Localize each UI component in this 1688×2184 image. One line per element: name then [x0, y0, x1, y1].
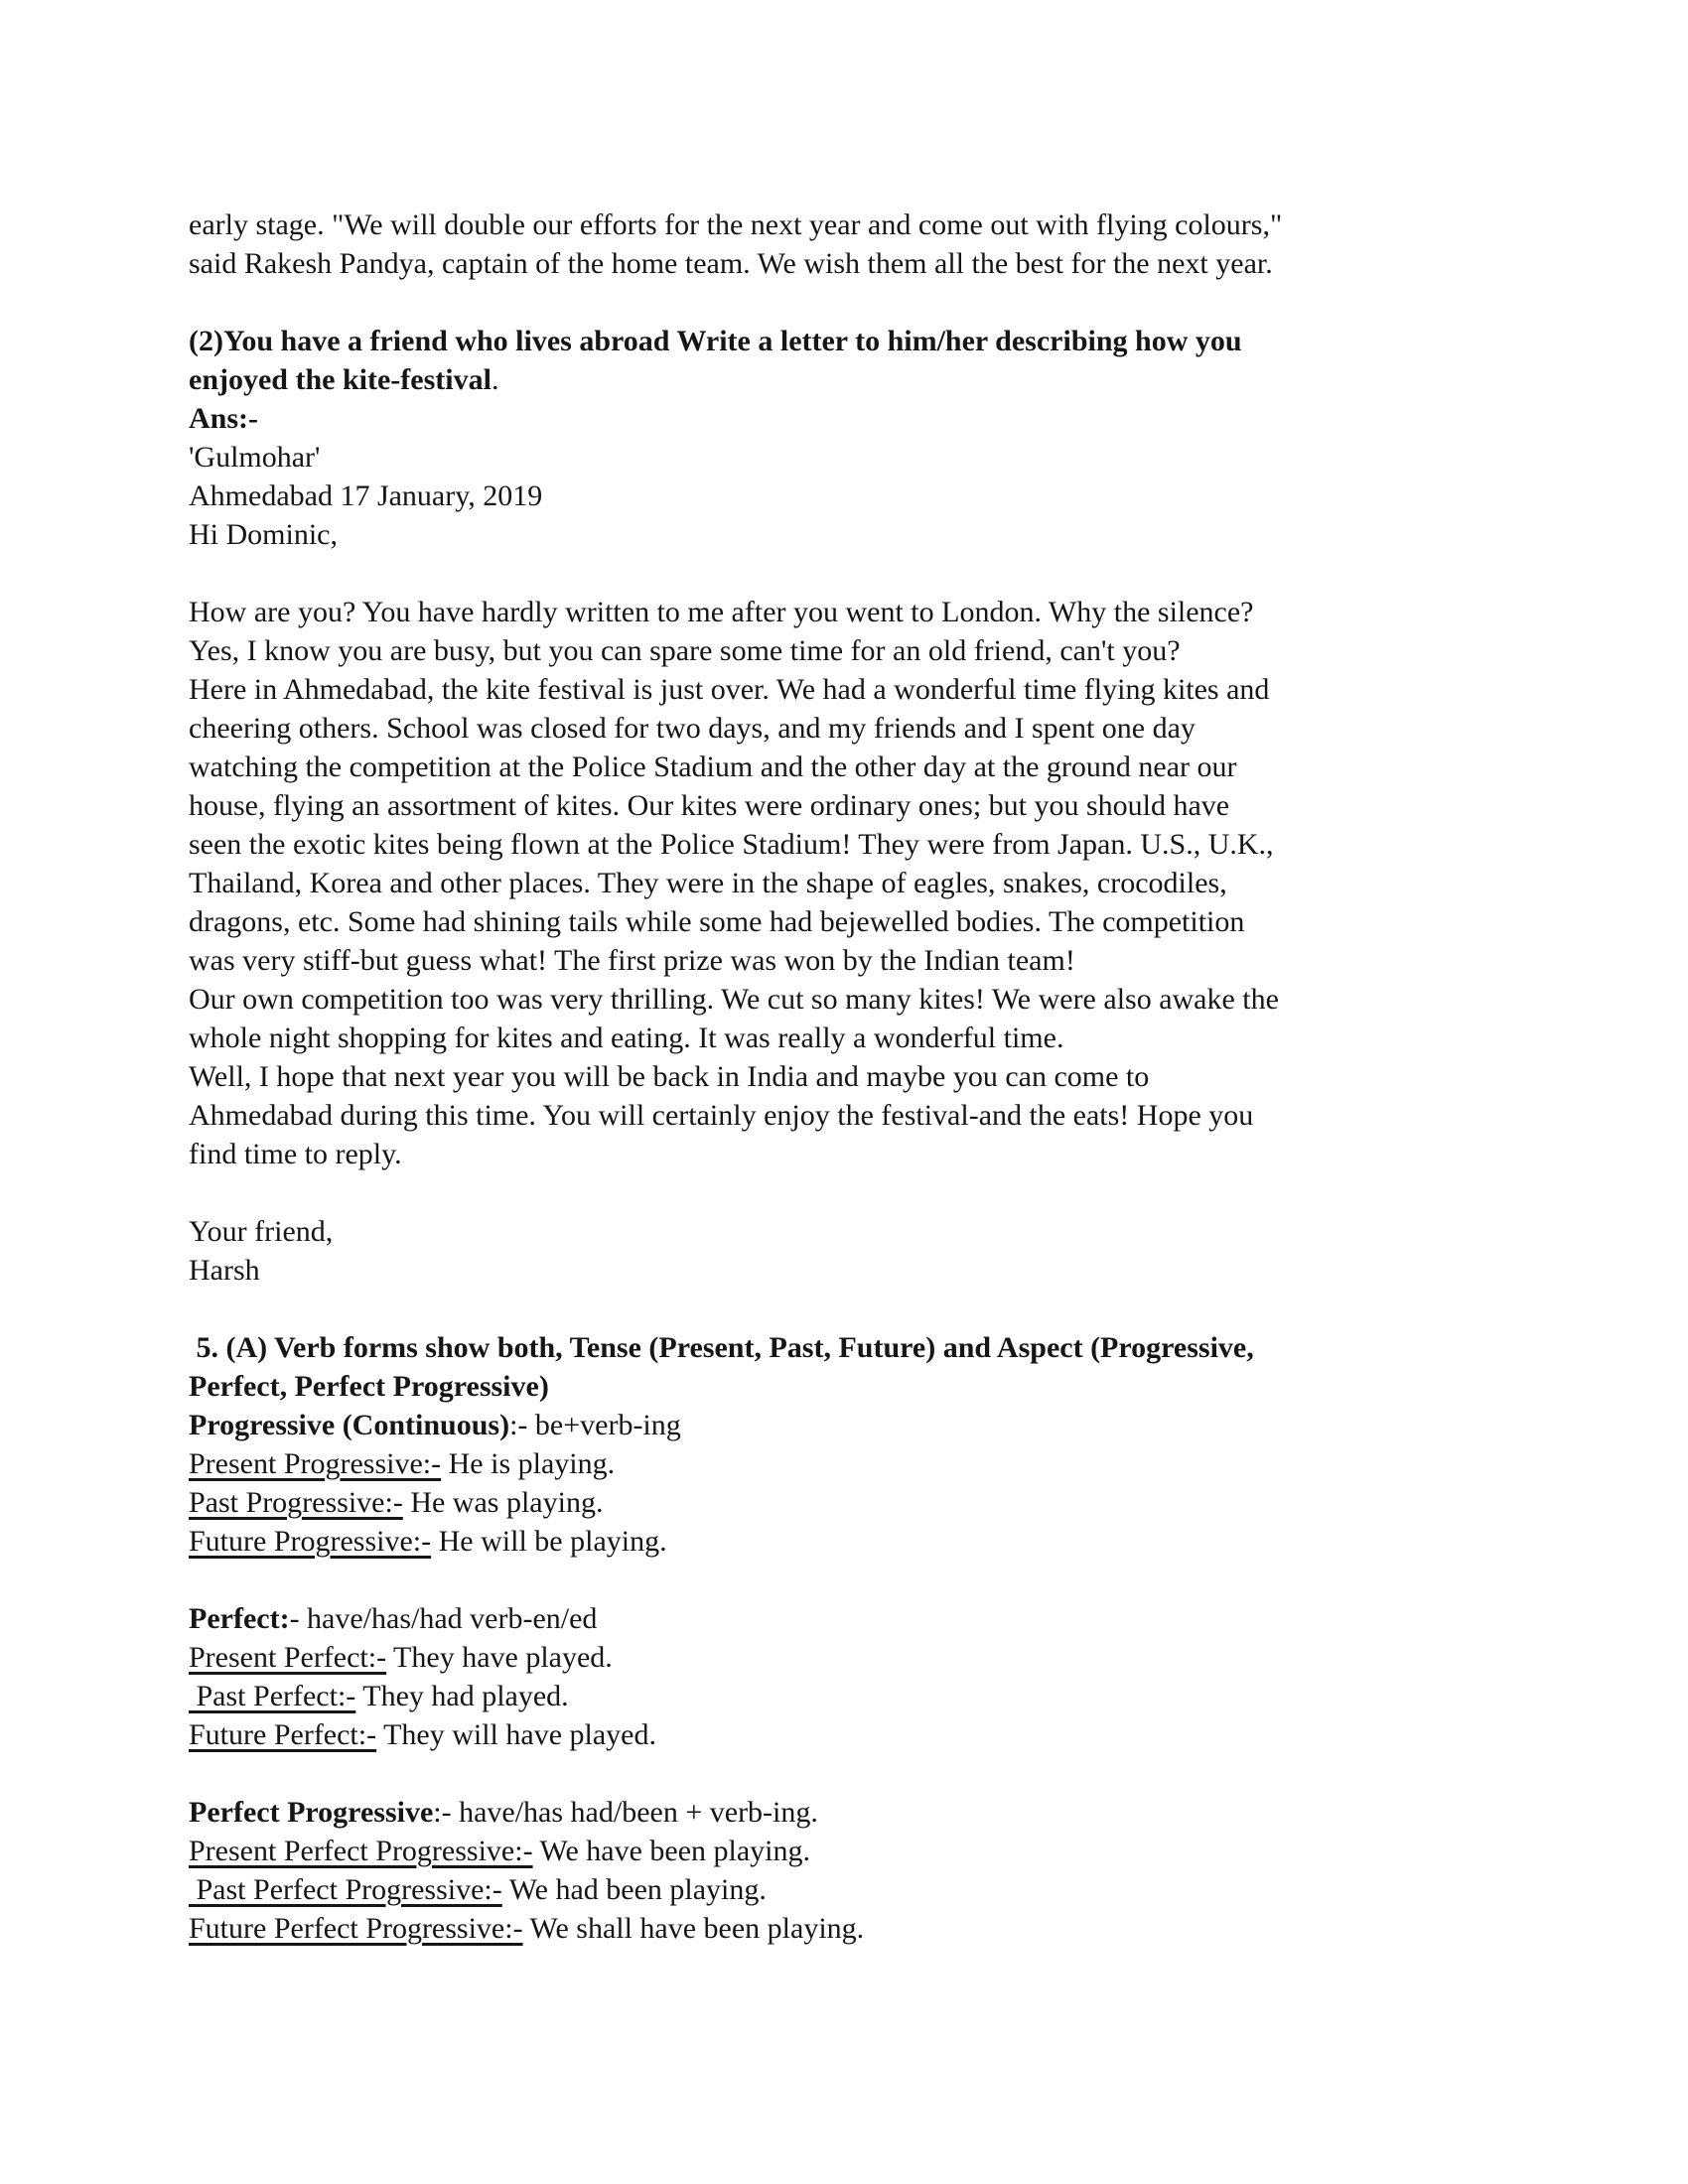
letter-closing: Your friend, [189, 1215, 334, 1248]
tense-example: They will have played. [376, 1718, 656, 1751]
grammar-rule-progressive [189, 1406, 1509, 1444]
letter-body-line: Thailand, Korea and other places. They were in the shape of eagles, snakes, crocodiles, [189, 867, 1227, 899]
tense-line-future-perfect [189, 1715, 1509, 1754]
letter-body-line: Ahmedabad during this time. You will certainly enjoy the festival-and the eats! Hope you [189, 1099, 1254, 1132]
tense-example: We had been playing. [501, 1873, 767, 1906]
tense-line-past-perfect [189, 1677, 1509, 1715]
tense-example: They have played. [386, 1641, 613, 1674]
grammar-rule-perfect-progressive [189, 1793, 1509, 1832]
grammar-section-heading-line: Perfect, Perfect Progressive) [189, 1370, 549, 1403]
tense-example: He will be playing. [431, 1525, 667, 1558]
question-prompt-text: enjoyed the kite-festival [189, 363, 492, 396]
blank-line [189, 1561, 1509, 1599]
tense-term: Future Progressive:- [189, 1525, 432, 1558]
grammar-rule-formula: :- be+verb-ing [509, 1409, 681, 1441]
article-excerpt-line: early stage. "We will double our efforts for the next year and come out with flying colours," [189, 208, 1283, 241]
article-excerpt-line: said Rakesh Pandya, captain of the home team. We wish them all the best for the next year. [189, 247, 1273, 280]
letter-body-line: watching the competition at the Police Stadium and the other day at the ground near our [189, 751, 1237, 783]
letter-body-line: whole night shopping for kites and eating. It was really a wonderful time. [189, 1022, 1064, 1054]
letter-body-line: house, flying an assortment of kites. Our kites were ordinary ones; but you should have [189, 789, 1230, 822]
letter-body-line: cheering others. School was closed for two days, and my friends and I spent one day [189, 712, 1196, 745]
question-prompt-period: . [491, 363, 499, 396]
tense-term: Present Progressive:- [189, 1447, 442, 1480]
letter-signature: Harsh [189, 1254, 260, 1287]
letter-salutation: Hi Dominic, [189, 518, 338, 551]
tense-term: Past Perfect Progressive:- [189, 1873, 502, 1906]
grammar-rule-label: Perfect: [189, 1602, 290, 1635]
question-prompt-line [189, 360, 1509, 399]
tense-line-past-perfect-progressive [189, 1870, 1509, 1909]
blank-line [189, 283, 1509, 322]
blank-line [189, 1290, 1509, 1328]
tense-line-future-progressive [189, 1522, 1509, 1561]
grammar-rule-perfect [189, 1599, 1509, 1638]
blank-line [189, 1754, 1509, 1793]
letter-sender-address: 'Gulmohar' [189, 441, 321, 474]
grammar-section-heading-line: 5. (A) Verb forms show both, Tense (Present, Past, Future) and Aspect (Progressive, [189, 1331, 1254, 1364]
grammar-rule-formula: :- have/has had/been + verb-ing. [433, 1796, 818, 1829]
tense-line-future-perfect-progressive [189, 1909, 1509, 1948]
blank-line [189, 554, 1509, 593]
tense-term: Past Perfect:- [189, 1680, 356, 1712]
tense-term: Present Perfect Progressive:- [189, 1835, 533, 1867]
letter-body-line: Here in Ahmedabad, the kite festival is just over. We had a wonderful time flying kites and [189, 673, 1270, 706]
tense-line-present-perfect [189, 1638, 1509, 1677]
letter-body-line: dragons, etc. Some had shining tails while some had bejewelled bodies. The competition [189, 905, 1245, 938]
grammar-rule-label: Progressive (Continuous) [189, 1409, 510, 1441]
grammar-rule-label: Perfect Progressive [189, 1796, 434, 1829]
question-prompt-line: (2)You have a friend who lives abroad Write a letter to him/her describing how you [189, 325, 1242, 357]
letter-body-line: Well, I hope that next year you will be back in India and maybe you can come to [189, 1060, 1150, 1093]
tense-line-present-progressive [189, 1444, 1509, 1483]
tense-term: Future Perfect:- [189, 1718, 377, 1751]
tense-example: We have been playing. [532, 1835, 811, 1867]
answer-label: Ans:- [189, 402, 259, 435]
tense-line-present-perfect-progressive [189, 1832, 1509, 1870]
tense-term: Present Perfect:- [189, 1641, 387, 1674]
tense-example: We shall have been playing. [522, 1912, 865, 1945]
tense-example: They had played. [355, 1680, 569, 1712]
letter-body-line: Our own competition too was very thrilling. We cut so many kites! We were also awake the [189, 983, 1279, 1016]
letter-body-line: find time to reply. [189, 1138, 402, 1170]
grammar-rule-formula: - have/has/had verb-en/ed [289, 1602, 598, 1635]
letter-body-line: seen the exotic kites being flown at the Police Stadium! They were from Japan. U.S., U.K., [189, 828, 1274, 861]
document-content [189, 205, 1509, 1948]
letter-body-line: Yes, I know you are busy, but you can spare some time for an old friend, can't you? [189, 634, 1181, 667]
letter-body-line: How are you? You have hardly written to me after you went to London. Why the silence? [189, 596, 1254, 628]
letter-date: Ahmedabad 17 January, 2019 [189, 479, 543, 512]
tense-term: Past Progressive:- [189, 1486, 403, 1519]
blank-line [189, 1173, 1509, 1212]
tense-example: He is playing. [441, 1447, 616, 1480]
tense-line-past-progressive [189, 1483, 1509, 1522]
letter-body-line: was very stiff-but guess what! The first prize was won by the Indian team! [189, 944, 1075, 977]
tense-example: He was playing. [402, 1486, 604, 1519]
tense-term: Future Perfect Progressive:- [189, 1912, 523, 1945]
